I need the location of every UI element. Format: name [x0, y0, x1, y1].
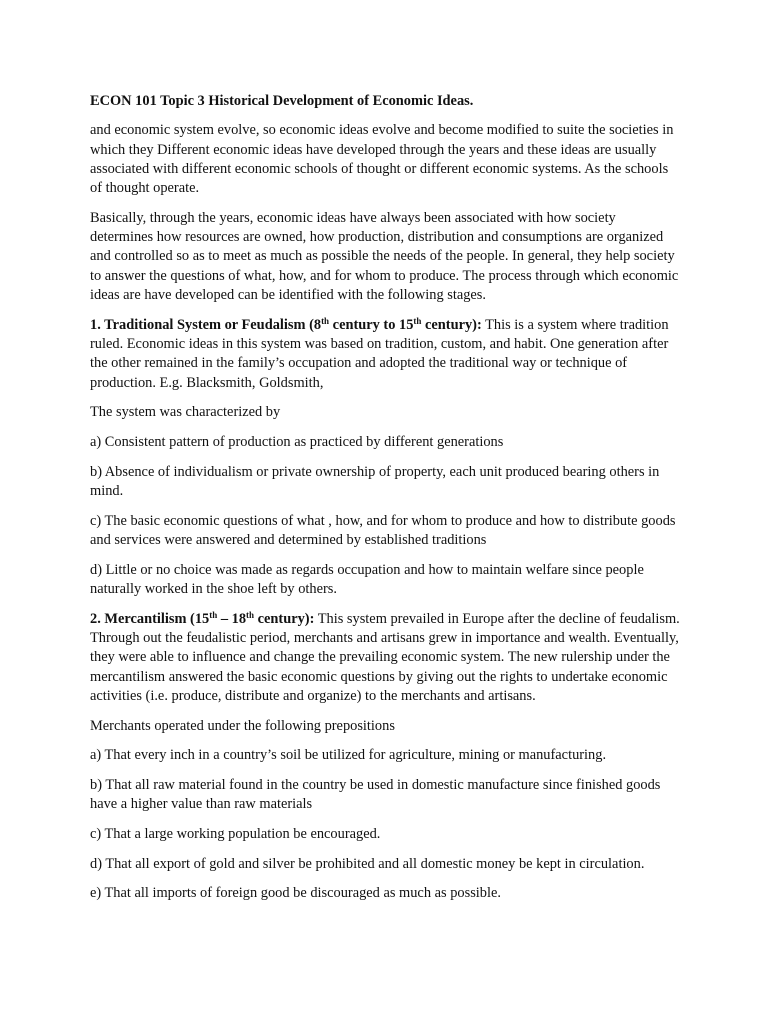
ordinal-suffix: th	[413, 315, 422, 326]
stage-heading-text: century):	[254, 610, 315, 627]
intro-paragraph: and economic system evolve, so economic ideas evolve and become modified to suite the societies in which they Different economic ideas have developed through the years and these ideas are usually associated with different economic schools of thought or different economic systems. As the schools of thought operate.	[90, 122, 674, 197]
ordinal-suffix: th	[246, 609, 255, 620]
stage-heading	[90, 611, 314, 627]
list-item: d) That all export of gold and silver be prohibited and all domestic money be kept in circulation.	[90, 855, 645, 872]
list-item: c) That a large working population be encouraged.	[90, 825, 381, 842]
stage-heading-text: century to 15	[329, 316, 414, 333]
list-item: a) Consistent pattern of production as practiced by different generations	[90, 434, 504, 451]
intro-paragraph: Basically, through the years, economic ideas have always been associated with how society determines how resources are owned, how production, distribution and consumptions are organized and controlled so as to meet as much as possible the needs of the people. In general, they help society to answer the questions of what, how, and for whom to produce. The process through which economic ideas are have developed can be identified with the following stages.	[90, 209, 679, 304]
stage-body: This system prevailed in Europe after the decline of feudalism. Through out the feudalistic period, merchants and artisans grew in importance and wealth. Eventually, they were able to influence and change the prevailing economic system. The new rulership under the mercantilism answered the basic economic questions by giving out the rights to undertake economic activities (i.e. produce, distribute and organize) to the merchants and artisans.	[90, 610, 680, 704]
stage-heading-text: century):	[421, 316, 482, 333]
list-item: e) That all imports of foreign good be discouraged as much as possible.	[90, 885, 501, 902]
stage-heading-text: 1. Traditional System or Feudalism (8	[90, 316, 322, 333]
document-page	[90, 92, 680, 914]
stage-heading	[90, 317, 482, 333]
list-item: a) That every inch in a country’s soil be utilized for agriculture, mining or manufacturing.	[90, 747, 607, 764]
list-item: b) That all raw material found in the country be used in domestic manufacture since finished goods have a higher value than raw materials	[90, 776, 661, 813]
ordinal-suffix: th	[321, 315, 330, 326]
stage-paragraph	[90, 316, 680, 393]
list-intro: The system was characterized by	[90, 404, 281, 421]
stage-body: This is a system where tradition ruled. Economic ideas in this system was based on tradition, custom, and habit. One generation after the other remained in the family’s occupation and adopted the traditional way or technique of production. E.g. Blacksmith, Goldsmith,	[90, 316, 669, 391]
stage-heading-text: 2. Mercantilism (15	[90, 610, 210, 627]
list-item: d) Little or no choice was made as regards occupation and how to maintain welfare since people naturally worked in the shoe left by others.	[90, 561, 644, 597]
document-title: ECON 101 Topic 3 Historical Development of Economic Ideas.	[90, 93, 474, 109]
list-item: b) Absence of individualism or private ownership of property, each unit produced bearing others in mind.	[90, 463, 660, 499]
list-intro: Merchants operated under the following prepositions	[90, 717, 395, 734]
stage-paragraph	[90, 610, 680, 706]
ordinal-suffix: th	[209, 609, 218, 620]
list-item: c) The basic economic questions of what , how, and for whom to produce and how to distribute goods and services were answered and determined by established traditions	[90, 512, 676, 548]
stage-heading-text: – 18	[217, 610, 247, 627]
